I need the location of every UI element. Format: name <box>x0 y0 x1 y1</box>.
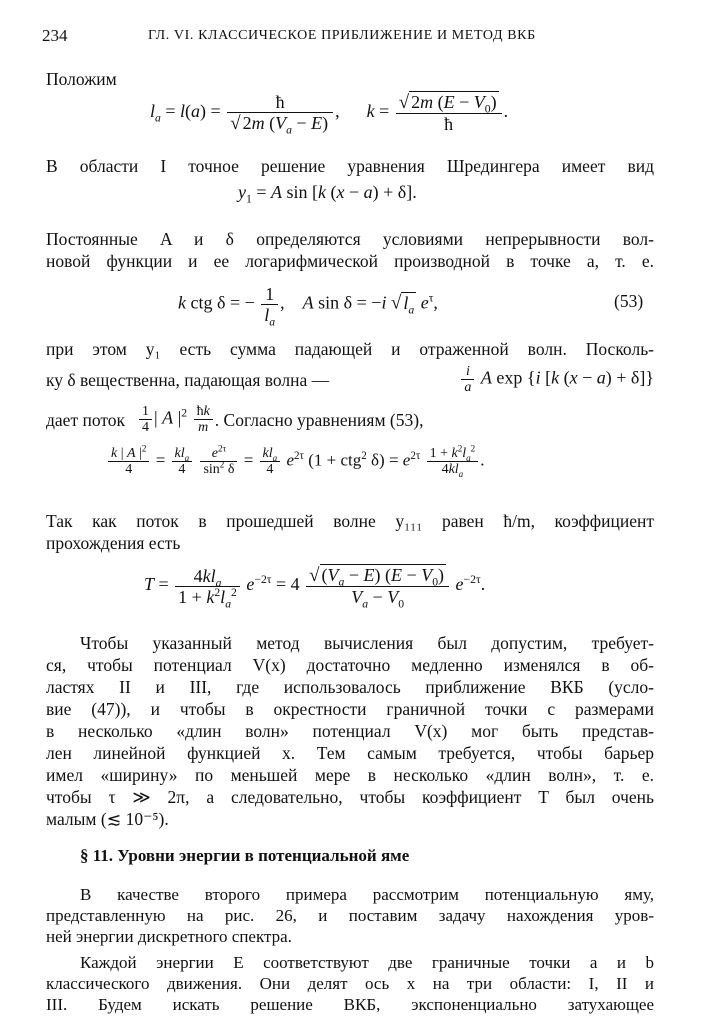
paragraph-text: Чтобы указанный метод вычисления был допустим, требует- <box>80 633 654 653</box>
paragraph-text: III. Будем искать решение ВКБ, экспоненциально затухающее <box>46 995 654 1014</box>
paragraph-text: Так как поток в прошедшей волне y₁₁₁ равен ħ/m, коэффициент <box>46 511 654 531</box>
paragraph-text: . Согласно уравнениям (53), <box>214 409 424 430</box>
equation-y1: $y_1 = A$ sin [k (x − a) + δ]. <box>238 182 417 206</box>
equation-la-k: $l_a = l(a)$ = $\frac{ħ}{√ 2m (V_a - E)}$ , k = $\frac{√ 2m (E - V_0)}{ħ}$ . <box>150 92 509 137</box>
paragraph-text: прохождения есть <box>46 533 181 553</box>
equation-flux-chain: $\frac{k | A |^2}{4}$ = $\frac{kl_a}{4}$ $\frac{e^{2\tau}}{\sin^2 \delta}$ = $\frac{kl_a}{4}$ $e^{2\tau}$ (1 + ctg$^2$ $\delta) = e^{2\tau}$ $\frac{1 + k^2l_a^2}{4kl_a}$ . <box>106 446 484 477</box>
inline-equation-incident-wave: $\frac{i}{a}$ A exp {i [k (x − a) + δ]} <box>459 364 654 395</box>
paragraph-text: ся, чтобы потенциал V(x) достаточно медленно изменялся в об- <box>46 655 654 675</box>
paragraph-text: В качестве второго примера рассмотрим потенциальную яму, <box>80 885 654 904</box>
paragraph-text: Постоянные A и δ определяются условиями непрерывности вол- <box>46 229 654 249</box>
paragraph-line <box>46 364 654 395</box>
paragraph-text: В области I точное решение уравнения Шредингера имеет вид <box>46 156 654 176</box>
paragraph-text: в несколько «длин волн» потенциал V(x) мог быть представ- <box>46 721 654 741</box>
paragraph-text: малым (≲ 10⁻⁵). <box>46 809 169 829</box>
paragraph-text: Положим <box>46 69 117 89</box>
paragraph-text: новой функции и ее логарифмической производной в точке a, т. е. <box>46 251 654 271</box>
paragraph-text: ластях II и III, где использовалось приближение ВКБ (усло- <box>46 677 654 697</box>
paragraph-text: при этом y₁ есть сумма падающей и отраженной волн. Посколь- <box>46 339 654 359</box>
paragraph-text: дает поток <box>46 409 126 430</box>
paragraph-text: имел «ширину» по меньшей мере в несколько «длин волн», т. е. <box>46 765 654 785</box>
paragraph-text: Каждой энергии E соответствуют две граничные точки a и b <box>80 953 654 972</box>
equation-number: (53) <box>614 291 644 311</box>
equation-53: k ctg δ = − $\frac{1}{l_a}$ , A sin δ = −i √ $l_a$ $e^\tau$, <box>178 284 438 329</box>
inline-equation-flux: $\frac{1}{4}$ | A $|^2$ $\frac{ħk}{m}$ <box>137 404 215 435</box>
section-heading: § 11. Уровни энергии в потенциальной яме <box>80 846 410 865</box>
paragraph-text: чтобы τ ≫ 2π, а следовательно, чтобы коэффициент T был очень <box>46 787 654 807</box>
paragraph-text: ней энергии дискретного спектра. <box>46 927 292 946</box>
paragraph-text: вие (47)), и чтобы в окрестности граничной точки с размерами <box>46 699 654 719</box>
paragraph-line <box>46 404 423 435</box>
page-number: 234 <box>42 26 68 45</box>
running-title: ГЛ. VI. КЛАССИЧЕСКОЕ ПРИБЛИЖЕНИЕ И МЕТОД ВКБ <box>148 28 536 43</box>
paragraph-text: ку δ вещественна, падающая волна — <box>46 369 330 390</box>
equation-transmission: T = $\frac{4kl_a}{1 + k^2l_a^2}$ $e^{-2\tau} = 4$ $\frac{√ (V_a - E) (E - V_0)}{V_a - V_0}$ $e^{-2\tau}$. <box>144 565 486 611</box>
paragraph-text: представленную на рис. 26, и поставим задачу нахождения уров- <box>46 906 654 925</box>
paragraph-text: классического движения. Они делят ось x на три области: I, II и <box>46 974 654 993</box>
paragraph-text: лен линейной функцией x. Тем самым требуется, чтобы барьер <box>46 743 654 763</box>
